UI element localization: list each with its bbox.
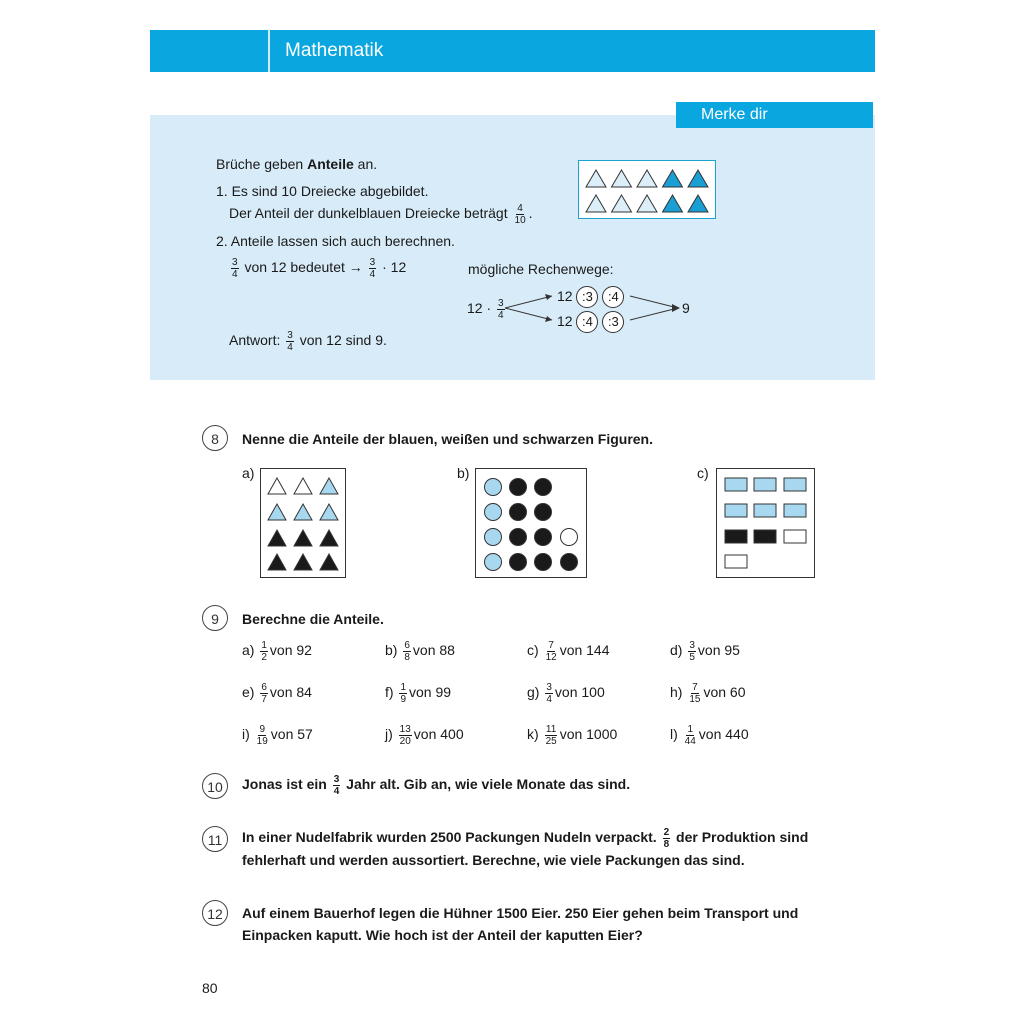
dark-triangle xyxy=(688,195,708,212)
task-number-9: 9 xyxy=(202,605,228,631)
fraction: $\frac{7}{15}$ xyxy=(689,682,701,705)
task-number-8: 8 xyxy=(202,425,228,451)
figure-b xyxy=(475,468,587,578)
light-triangle xyxy=(637,170,657,187)
fraction: $\frac{6}{8}$ xyxy=(404,640,410,663)
task-9-item: h) $\frac{7}{15}$ von 60 xyxy=(670,682,746,705)
light-triangle xyxy=(637,195,657,212)
dark-triangle xyxy=(688,170,708,187)
header-bar xyxy=(150,30,875,72)
task-number-10: 10 xyxy=(202,773,228,799)
task-9-item: a) $\frac{1}{2}$ von 92 xyxy=(242,640,312,663)
light-triangle xyxy=(612,170,632,187)
merke-calc: $\frac{3}{4}$ von 12 bedeutet → $\frac{3}{4}$ · 12 xyxy=(232,257,407,280)
merke-point-1-line-2: Der Anteil der dunkelblauen Dreiecke beträgt $\frac{4}{10}$ . xyxy=(229,203,533,226)
fraction: $\frac{3}{4}$ xyxy=(333,774,340,797)
task-11-line-1: In einer Nudelfabrik wurden 2500 Packungen Nudeln verpackt. $\frac{2}{8}$ der Produktion sind xyxy=(242,827,809,850)
fraction: $\frac{3}{5}$ xyxy=(689,640,695,663)
task-12-line-2: Einpacken kaputt. Wie hoch ist der Anteil der kaputten Eier? xyxy=(242,927,643,943)
fraction: $\frac{11}{25}$ xyxy=(545,724,557,747)
task-9-item: g) $\frac{3}{4}$ von 100 xyxy=(527,682,605,705)
fraction: $\frac{7}{12}$ xyxy=(545,640,557,663)
fraction: $\frac{1}{2}$ xyxy=(261,640,267,663)
fraction: $\frac{3}{4}$ xyxy=(369,257,376,280)
fraction: $\frac{9}{19}$ xyxy=(256,724,268,747)
dark-triangle xyxy=(663,195,683,212)
merke-intro: Brüche geben Anteile an. xyxy=(216,156,378,172)
fraction: $\frac{1}{9}$ xyxy=(400,682,407,705)
triangles-svg xyxy=(579,161,715,218)
triangles-figure xyxy=(578,160,716,219)
rechenweg-top: 12 :3 :4 xyxy=(557,286,624,308)
fraction: $\frac{3}{4}$ xyxy=(232,257,238,280)
fraction: $\frac{1}{44}$ xyxy=(684,724,696,747)
fraction: $\frac{4}{10}$ xyxy=(514,203,526,226)
rechenweg-bottom: 12 :4 :3 xyxy=(557,311,624,333)
operator-circle: :3 xyxy=(576,286,598,308)
merke-answer: Antwort: $\frac{3}{4}$ von 12 sind 9. xyxy=(229,330,387,353)
page-title: Mathematik xyxy=(285,40,384,61)
light-triangle xyxy=(612,195,632,212)
operator-circle: :4 xyxy=(576,311,598,333)
task-9-item: l) $\frac{1}{44}$ von 440 xyxy=(670,724,749,747)
task-number-12: 12 xyxy=(202,900,228,926)
figure-a xyxy=(260,468,346,578)
merke-tab: Merke dir xyxy=(676,102,873,128)
figure-c-svg xyxy=(717,469,814,577)
figure-b-label: b) xyxy=(457,465,470,481)
operator-circle: :3 xyxy=(602,311,624,333)
light-triangle xyxy=(586,170,606,187)
figure-c xyxy=(716,468,815,578)
light-triangle xyxy=(586,195,606,212)
merke-point-2: 2. Anteile lassen sich auch berechnen. xyxy=(216,233,455,249)
rechenweg-start: 12 · $\frac{3}{4}$ xyxy=(467,298,504,321)
task-11-line-2: fehlerhaft und werden aussortiert. Berechne, wie viele Packungen das sind. xyxy=(242,852,745,868)
task-9-item: d) $\frac{3}{5}$ von 95 xyxy=(670,640,740,663)
operator-circle: :4 xyxy=(602,286,624,308)
task-9-item: f) $\frac{1}{9}$ von 99 xyxy=(385,682,452,705)
fraction: $\frac{3}{4}$ xyxy=(287,330,293,353)
rechenweg-result: 9 xyxy=(682,300,690,316)
task-9-item: e) $\frac{6}{7}$ von 84 xyxy=(242,682,312,705)
figure-b-svg xyxy=(476,469,586,577)
rechenwege-label: mögliche Rechenwege: xyxy=(468,261,614,277)
fraction: $\frac{3}{4}$ xyxy=(546,682,552,705)
fraction: $\frac{3}{4}$ xyxy=(498,298,504,321)
task-9-item: i) $\frac{9}{19}$ von 57 xyxy=(242,724,313,747)
task-8-text: Nenne die Anteile der blauen, weißen und schwarzen Figuren. xyxy=(242,431,653,447)
task-number-11: 11 xyxy=(202,826,228,852)
figure-a-label: a) xyxy=(242,465,255,481)
header-separator xyxy=(268,30,270,72)
merke-point-1: 1. Es sind 10 Dreiecke abgebildet. xyxy=(216,183,429,199)
page-number: 80 xyxy=(202,980,218,996)
task-10-text: Jonas ist ein $\frac{3}{4}$ Jahr alt. Gib an, wie viele Monate das sind. xyxy=(242,774,631,797)
task-9-item: k) $\frac{11}{25}$ von 1000 xyxy=(527,724,618,747)
task-9-item: b) $\frac{6}{8}$ von 88 xyxy=(385,640,455,663)
task-9-item: j) $\frac{13}{20}$ von 400 xyxy=(385,724,464,747)
task-9-item: c) $\frac{7}{12}$ von 144 xyxy=(527,640,610,663)
dark-triangle xyxy=(663,170,683,187)
task-9-text: Berechne die Anteile. xyxy=(242,611,384,627)
fraction: $\frac{13}{20}$ xyxy=(399,724,411,747)
fraction: $\frac{2}{8}$ xyxy=(663,827,670,850)
fraction: $\frac{6}{7}$ xyxy=(261,682,267,705)
figure-a-svg xyxy=(261,469,345,577)
task-12-line-1: Auf einem Bauerhof legen die Hühner 1500 Eier. 250 Eier gehen beim Transport und xyxy=(242,905,799,921)
figure-c-label: c) xyxy=(697,465,709,481)
